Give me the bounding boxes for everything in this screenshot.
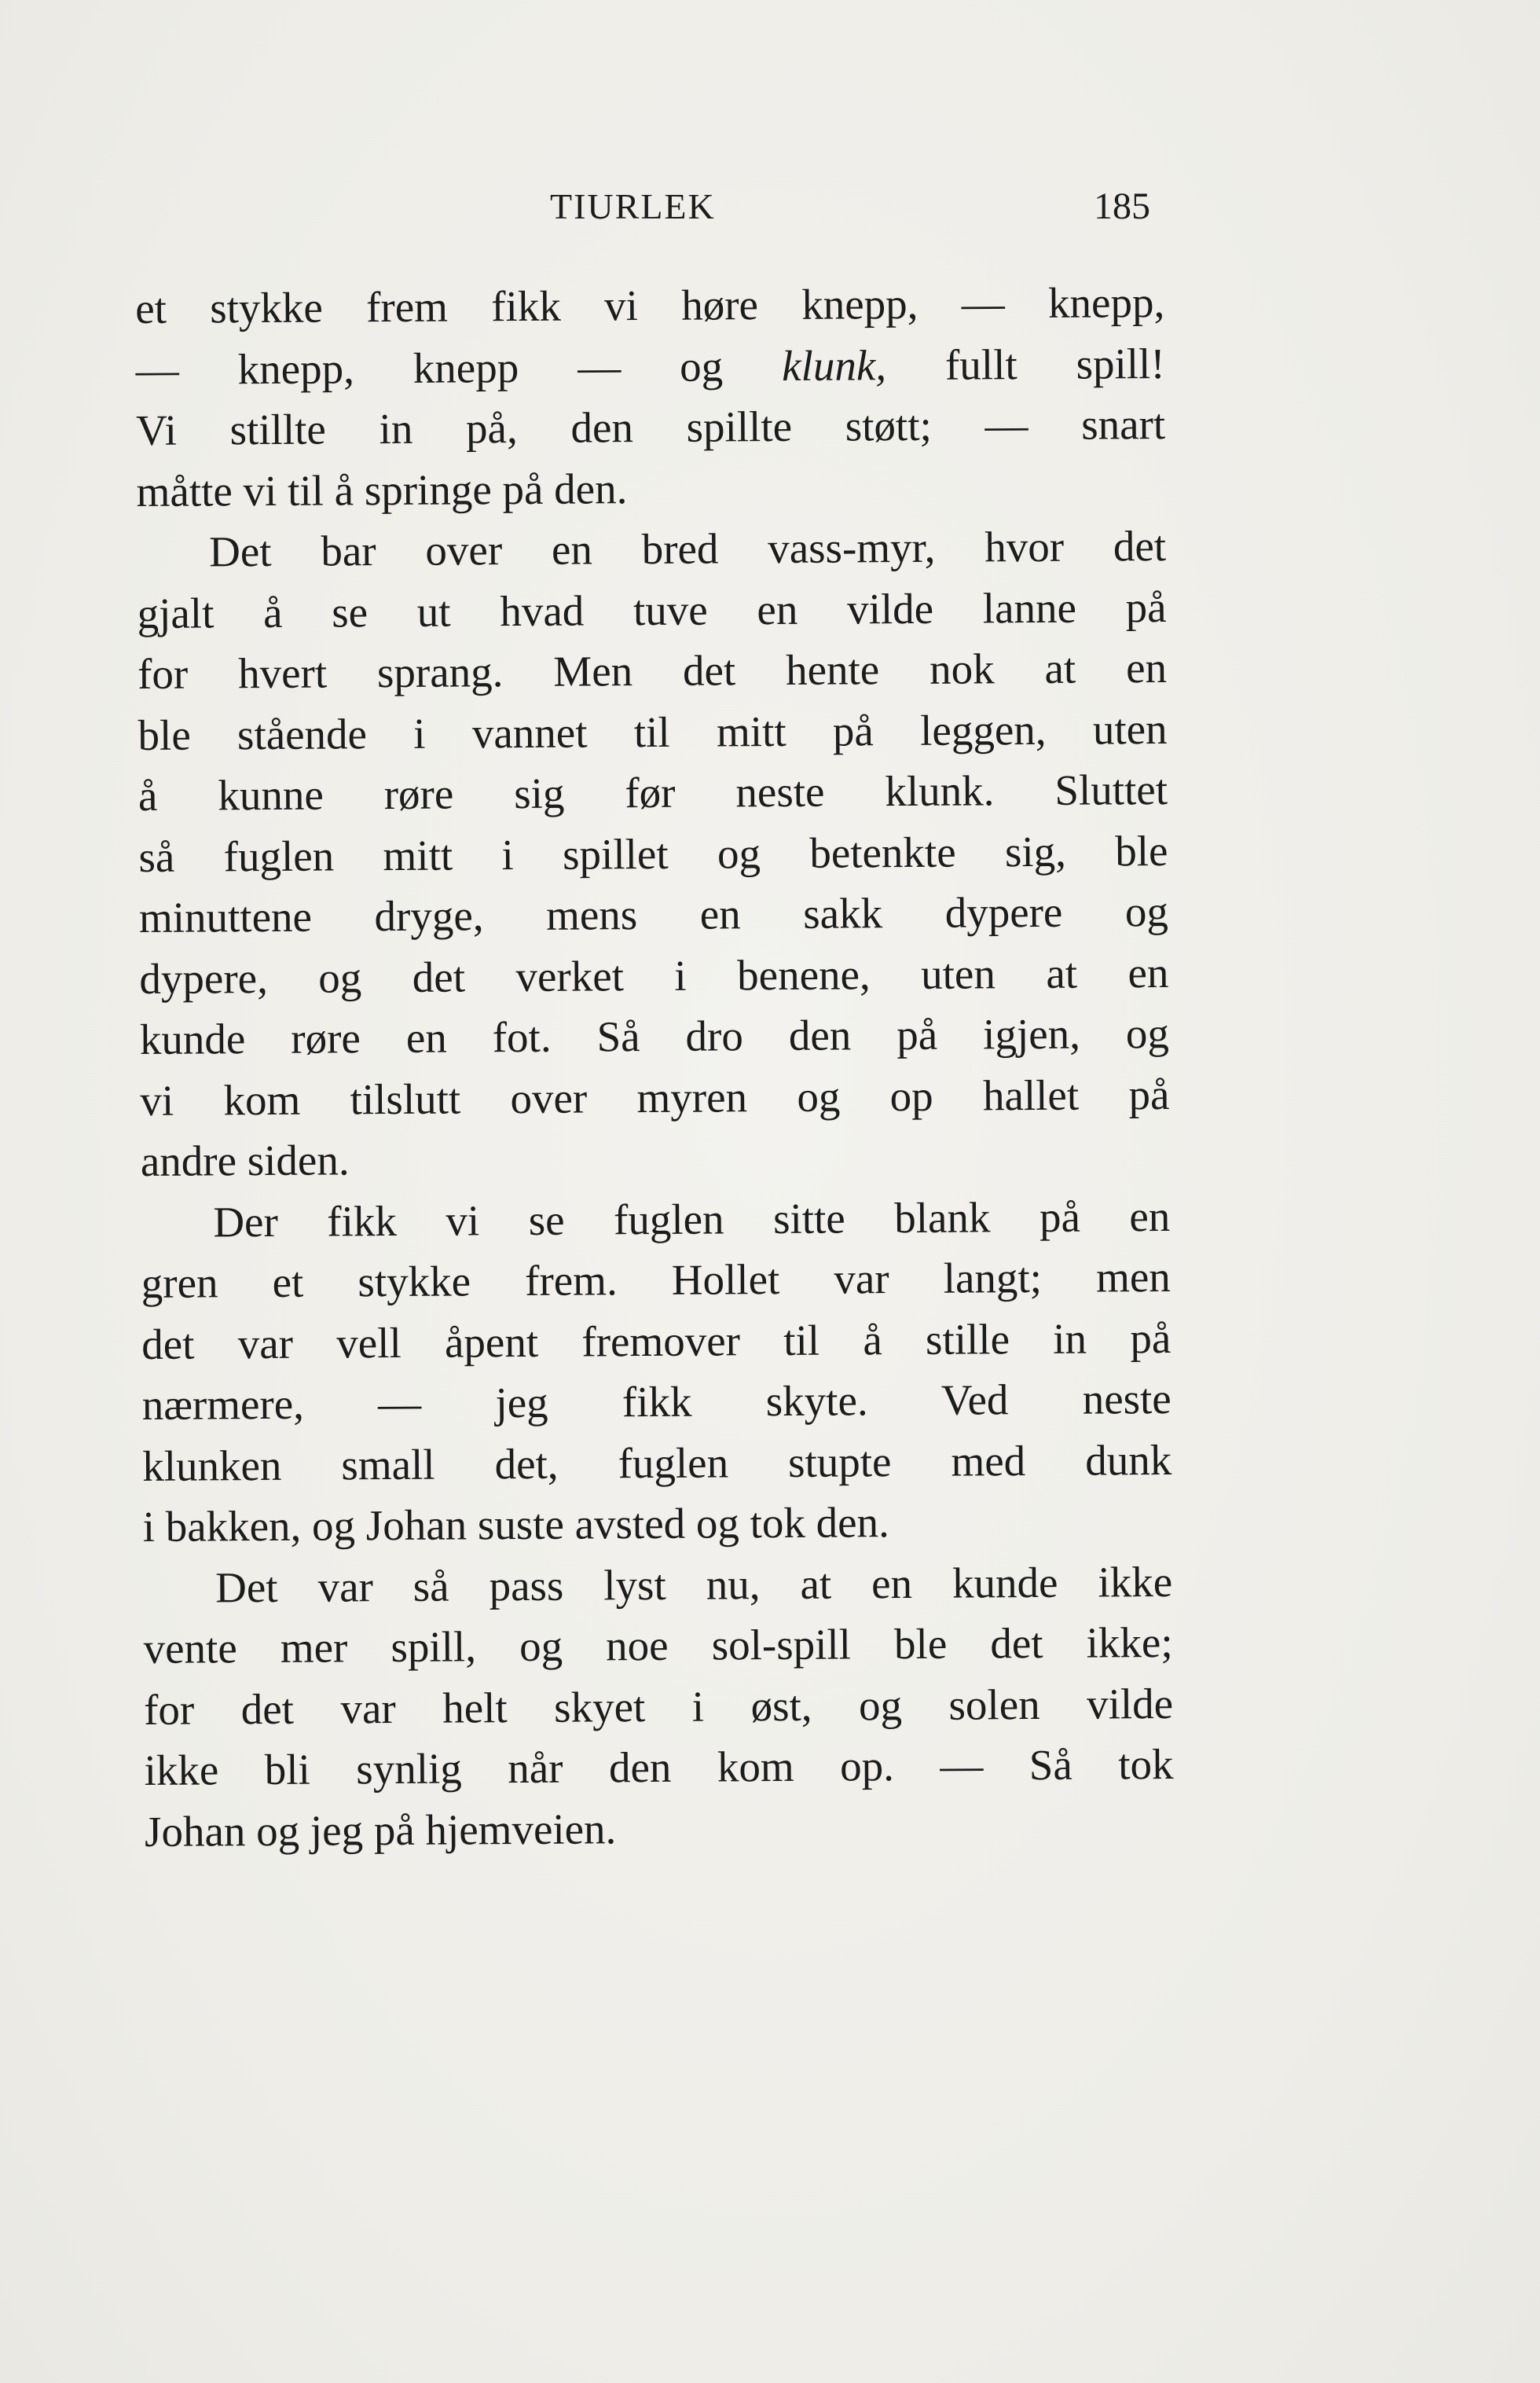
text-line: for hvert sprang. Men det hente nok at en (137, 643, 1168, 698)
text-line: vente mer spill, og noe sol-spill ble det ikke; (143, 1617, 1173, 1673)
text-line: så fuglen mitt i spillet og betenkte sig, ble (138, 826, 1168, 881)
text-line: å kunne røre sig før neste klunk. Sluttet (138, 765, 1168, 820)
running-head (0, 179, 1540, 234)
body-text (135, 272, 1174, 1862)
text-line: klunken small det, fuglen stupte med dunk (142, 1435, 1172, 1490)
text-line: måtte vi til å springe på den. (136, 464, 628, 516)
text-line: andre siden. (140, 1136, 350, 1185)
paragraph (141, 1185, 1172, 1557)
text-line: i bakken, og Johan suste avsted og tok den. (142, 1498, 889, 1551)
text-line: dypere, og det verket i benene, uten at en (139, 948, 1169, 1003)
text-line: gren et stykke frem. Hollet var langt; men (141, 1252, 1171, 1307)
text-line: Det bar over en bred vass-myr, hvor det (208, 521, 1167, 576)
text-line: et stykke frem fikk vi høre knepp, — knepp, (135, 277, 1165, 332)
italic-word: klunk, (781, 340, 887, 390)
paragraph (143, 1551, 1174, 1861)
chapter-title: TIURLEK (550, 186, 716, 226)
text-line: nærmere, — jeg fikk skyte. Ved neste (141, 1374, 1172, 1429)
text-line: vi kom tilslutt over myren og op hallet på (140, 1070, 1170, 1125)
text-line: gjalt å se ut hvad tuve en vilde lanne på (137, 582, 1167, 637)
text-line: for det var helt skyet i øst, og solen vilde (143, 1679, 1174, 1734)
text-line: Der fikk vi se fuglen sitte blank på en (213, 1192, 1171, 1246)
text-line: Johan og jeg på hjemveien. (144, 1804, 617, 1856)
text-line: ikke bli synlig når den kom op. — Så tok (144, 1739, 1174, 1794)
paragraph (137, 516, 1170, 1192)
text-line: Det var så pass lyst nu, at en kunde ikke (214, 1557, 1173, 1611)
page-number: 185 (1094, 185, 1150, 227)
paragraph (135, 272, 1166, 522)
text-line: Vi stillte in på, den spillte støtt; — snart (135, 399, 1166, 454)
text-line: det var vell åpent fremover til å stille in på (141, 1313, 1172, 1368)
text-line: minuttene dryge, mens en sakk dypere og (138, 887, 1169, 942)
text-line: ble stående i vannet til mitt på leggen, uten (138, 704, 1168, 759)
text-line: kunde røre en fot. Så dro den på igjen, og (139, 1008, 1170, 1063)
text-line: — knepp, knepp — og klunk, fullt spill! (135, 339, 1165, 394)
